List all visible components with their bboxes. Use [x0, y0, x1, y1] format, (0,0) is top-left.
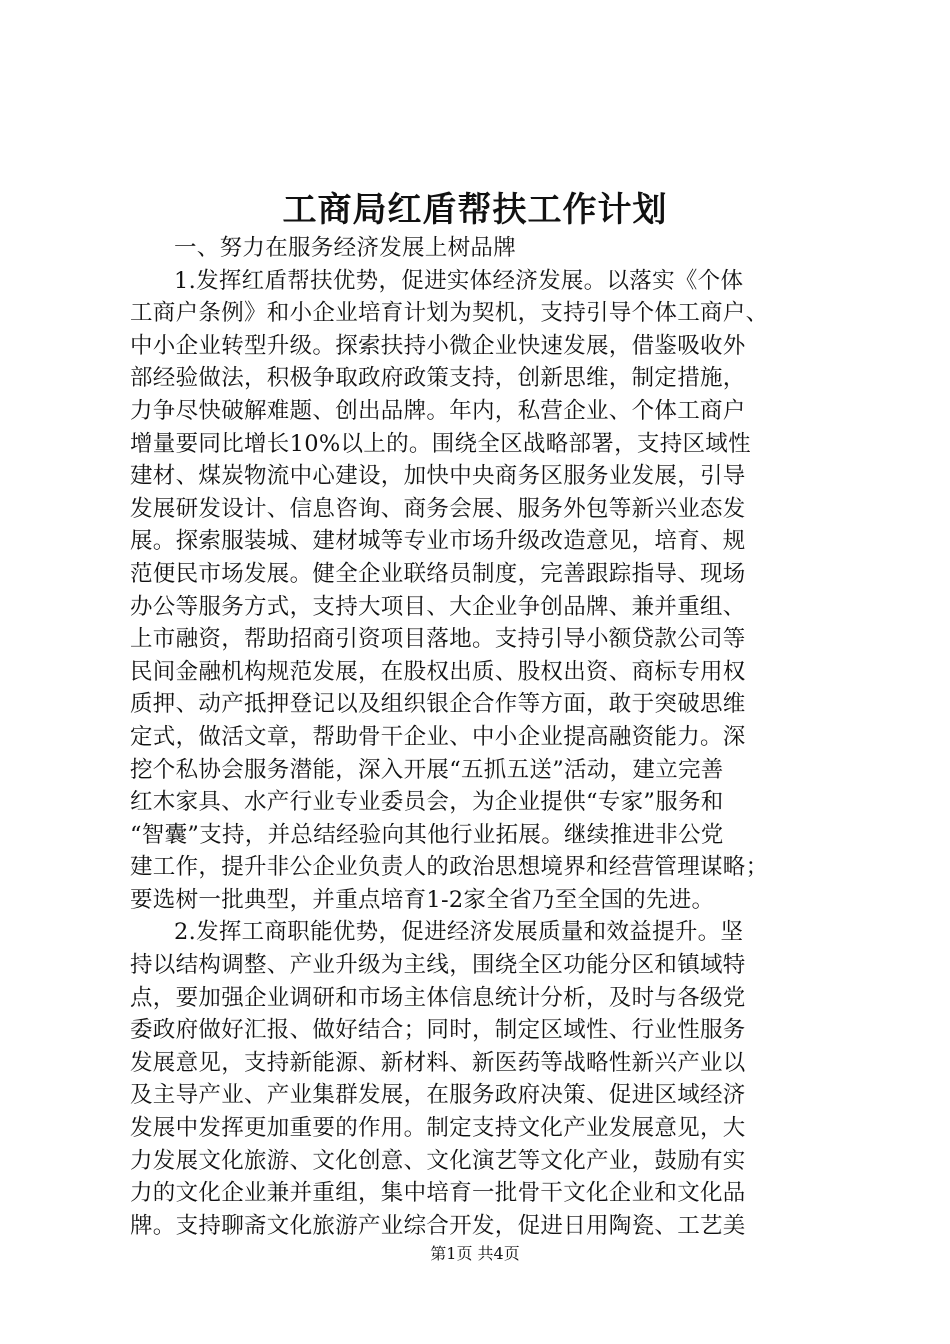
paragraph-line: “智囊”支持，并总结经验向其他行业拓展。继续推进非公党	[130, 821, 724, 848]
paragraph-line: 展。探索服装城、建材城等专业市场升级改造意见，培育、规	[130, 528, 746, 555]
paragraph-line: 办公等服务方式，支持大项目、大企业争创品牌、兼并重组、	[130, 593, 746, 620]
page-number-footer: 第1页 共4页	[430, 1244, 520, 1263]
paragraph-line: 部经验做法，积极争取政府政策支持，创新思维，制定措施，	[130, 365, 746, 392]
document-body	[130, 232, 830, 1242]
paragraph-line: 中小企业转型升级。探索扶持小微企业快速发展，借鉴吸收外	[130, 332, 746, 359]
paragraph-line: 力的文化企业兼并重组，集中培育一批骨干文化企业和文化品	[130, 1180, 746, 1207]
paragraph-line: 定式，做活文章，帮助骨干企业、中小企业提高融资能力。深	[130, 723, 746, 750]
section-heading: 一、努力在服务经济发展上树品牌	[174, 235, 517, 261]
paragraph-line: 工商户条例》和小企业培育计划为契机，支持引导个体工商户、	[130, 300, 769, 327]
paragraph-line: 及主导产业、产业集群发展，在服务政府决策、促进区域经济	[130, 1082, 746, 1109]
paragraph-line: 力争尽快破解难题、创出品牌。年内，私营企业、个体工商户	[130, 397, 746, 424]
paragraph-line: 委政府做好汇报、做好结合；同时，制定区域性、行业性服务	[130, 1017, 746, 1044]
paragraph-line: 建材、煤炭物流中心建设，加快中央商务区服务业发展，引导	[130, 463, 746, 490]
paragraph-line: 挖个私协会服务潜能，深入开展“五抓五送”活动，建立完善	[130, 756, 724, 783]
paragraph-line: 牌。支持聊斋文化旅游产业综合开发，促进日用陶瓷、工艺美	[130, 1212, 746, 1239]
paragraph-line: 发展研发设计、信息咨询、商务会展、服务外包等新兴业态发	[130, 495, 746, 522]
paragraph-line: 上市融资，帮助招商引资项目落地。支持引导小额贷款公司等	[130, 626, 746, 653]
paragraph-line: 范便民市场发展。健全企业联络员制度，完善跟踪指导、现场	[130, 560, 746, 587]
paragraph-line: 质押、动产抵押登记以及组织银企合作等方面，敢于突破思维	[130, 691, 746, 718]
paragraph-line: 发展中发挥更加重要的作用。制定支持文化产业发展意见，大	[130, 1115, 746, 1142]
paragraph-line: 持以结构调整、产业升级为主线，围绕全区功能分区和镇域特	[130, 952, 746, 979]
paragraph-line: 建工作，提升非公企业负责人的政治思想境界和经营管理谋略；	[130, 854, 769, 881]
paragraph-line: 1.发挥红盾帮扶优势，促进实体经济发展。以落实《个体	[174, 267, 744, 294]
paragraph-line: 发展意见，支持新能源、新材料、新医药等战略性新兴产业以	[130, 1049, 746, 1076]
paragraph-line: 红木家具、水产行业专业委员会，为企业提供“专家”服务和	[130, 789, 724, 816]
paragraph-line: 点，要加强企业调研和市场主体信息统计分析，及时与各级党	[130, 984, 746, 1011]
paragraph-line: 2.发挥工商职能优势，促进经济发展质量和效益提升。坚	[174, 919, 744, 946]
paragraph-line: 要选树一批典型，并重点培育1-2家全省乃至全国的先进。	[130, 886, 715, 913]
paragraph-line: 增量要同比增长10%以上的。围绕全区战略部署，支持区域性	[130, 430, 751, 457]
paragraph-line: 民间金融机构规范发展，在股权出质、股权出资、商标专用权	[130, 658, 746, 685]
document-title: 工商局红盾帮扶工作计划	[282, 190, 668, 230]
paragraph-line: 力发展文化旅游、文化创意、文化演艺等文化产业，鼓励有实	[130, 1147, 746, 1174]
